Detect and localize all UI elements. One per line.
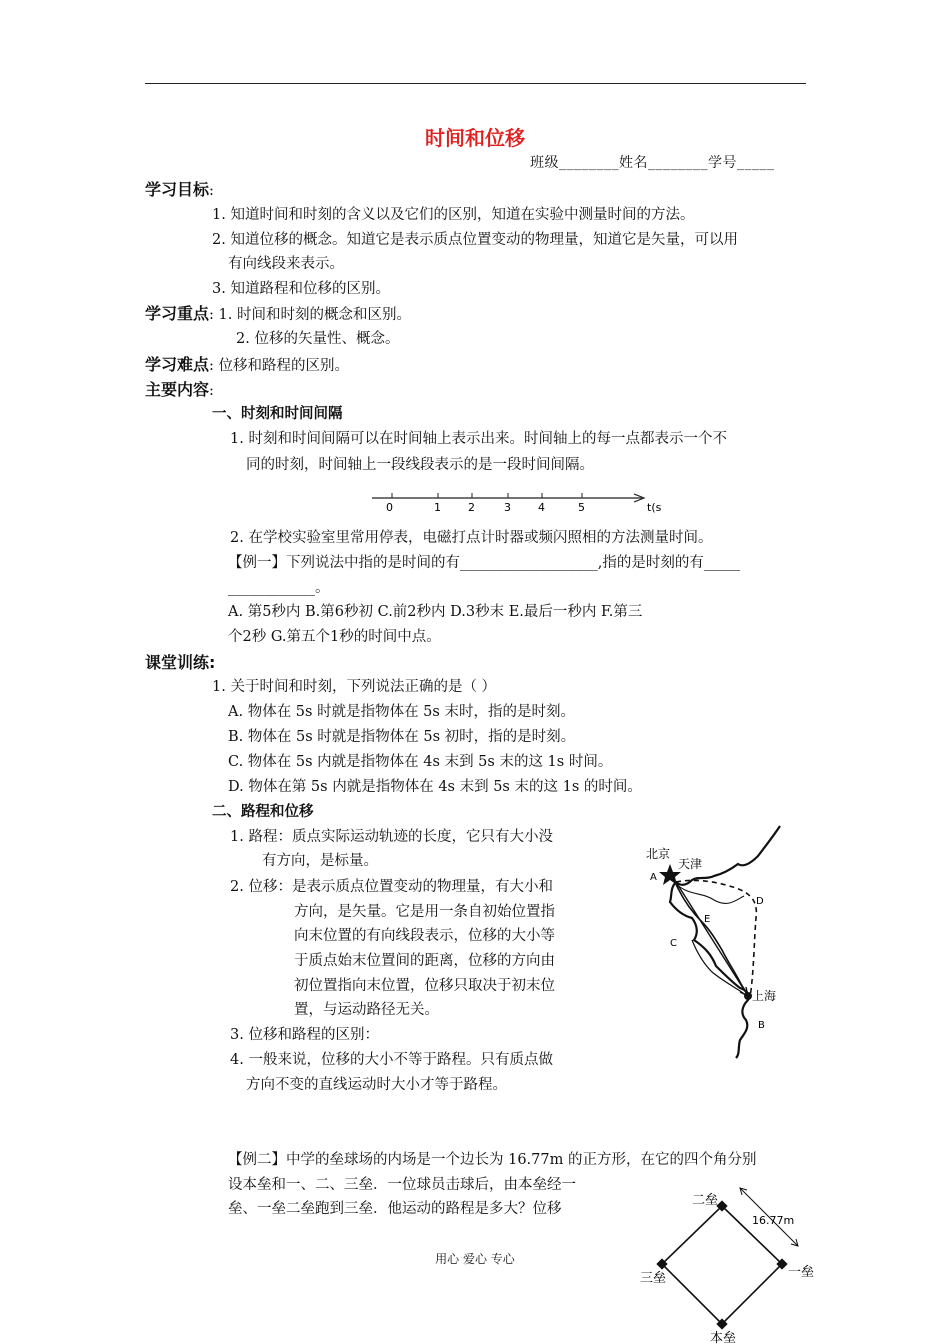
- example1-line-2: ____________。: [228, 580, 330, 596]
- difficulty-heading: 学习难点: [145, 355, 210, 374]
- practice-option-a: A. 物体在 5s 时就是指物体在 5s 末时，指的是时刻。: [228, 704, 575, 720]
- label-base-1: 一垒: [788, 1265, 815, 1280]
- timeline-diagram: [368, 486, 668, 516]
- example1-options-1: A. 第5秒内 B.第6秒初 C.前2秒内 D.3秒末 E.最后一秒内 F.第三: [228, 604, 643, 620]
- section1-heading: 一、时刻和时间间隔: [212, 406, 343, 422]
- goal-item-2: 2. 知道位移的概念。知道它是表示质点位置变动的物理量，知道它是矢量，可以用: [212, 232, 738, 248]
- class-name-line: 班级________姓名________学号_____: [530, 155, 775, 171]
- goals-heading-row: 学习目标:: [145, 180, 214, 199]
- label-base-2: 二垒: [692, 1193, 719, 1208]
- practice-option-c: C. 物体在 5s 内就是指物体在 4s 末到 5s 末的这 1s 时间。: [228, 754, 613, 770]
- difficulty-row: 学习难点: 位移和路程的区别。: [145, 355, 350, 374]
- s2-line-3: 2. 位移：是表示质点位置变动的物理量，有大小和: [230, 879, 553, 895]
- label-a: A: [650, 872, 657, 883]
- label-home: 本垒: [710, 1331, 737, 1344]
- page-footer: 用心 爱心 专心: [435, 1252, 515, 1266]
- s1-paragraph-2: 2. 在学校实验室里常用停表，电磁打点计时器或频闪照相的方法测量时间。: [230, 530, 713, 546]
- tick-label-3: 3: [504, 501, 511, 514]
- s2-line-5: 向末位置的有向线段表示，位移的大小等: [294, 928, 555, 944]
- header-rule: [145, 83, 806, 84]
- axis-label: t(s: [647, 501, 662, 514]
- s2-line-2: 有方向，是标量。: [262, 853, 378, 869]
- example2-line-2: 设本垒和一、二、三垒．一位球员击球后，由本垒经一: [228, 1177, 576, 1193]
- tick-label-1: 1: [434, 501, 441, 514]
- label-shanghai: 上海: [752, 989, 777, 1003]
- tick-label-5: 5: [578, 501, 585, 514]
- s2-line-6: 于质点始末位置间的距离，位移的方向由: [294, 953, 555, 969]
- goal-item-1: 1. 知道时间和时刻的含义以及它们的区别，知道在实验中测量时间的方法。: [212, 207, 695, 223]
- label-b: B: [758, 1020, 765, 1031]
- key-item-2: 2. 位移的矢量性、概念。: [236, 331, 400, 347]
- s2-line-9: 3. 位移和路程的区别：: [230, 1027, 379, 1043]
- s1-paragraph-1a: 1. 时刻和时间间隔可以在时间轴上表示出来。时间轴上的每一点都表示一个不: [230, 431, 727, 447]
- china-coast-map: [640, 822, 800, 1062]
- goals-heading: 学习目标: [145, 180, 210, 199]
- tick-label-4: 4: [538, 501, 545, 514]
- label-e: E: [704, 914, 711, 925]
- key-heading: 学习重点: [145, 304, 210, 323]
- example1-line-1: 【例一】下列说法中指的是时间的有___________________,指的是时刻的有_____: [228, 555, 741, 571]
- tick-label-2: 2: [468, 501, 475, 514]
- tick-label-0: 0: [386, 501, 393, 514]
- section2-heading: 二、路程和位移: [212, 804, 314, 820]
- practice-option-b: B. 物体在 5s 时就是指物体在 5s 初时，指的是时刻。: [228, 729, 576, 745]
- practice-q1: 1. 关于时间和时刻，下列说法正确的是（ ）: [212, 679, 497, 695]
- shanghai-dot: [744, 992, 752, 1000]
- label-base-3: 三垒: [640, 1271, 667, 1286]
- practice-heading: 课堂训练:: [145, 653, 216, 672]
- example2-line-3: 垒、一垒二垒跑到三垒．他运动的路程是多大？位移: [228, 1201, 562, 1217]
- label-beijing: 北京: [646, 847, 671, 861]
- s2-line-4: 方向，是矢量。它是用一条自初始位置指: [294, 904, 555, 920]
- s2-line-7: 初位置指向末位置，位移只取决于初末位: [294, 978, 555, 994]
- label-side-length: 16.77m: [752, 1214, 795, 1227]
- s1-paragraph-1b: 同的时刻，时间轴上一段线段表示的是一段时间间隔。: [246, 457, 594, 473]
- label-d: D: [756, 896, 764, 907]
- s2-line-11: 方向不变的直线运动时大小才等于路程。: [246, 1077, 507, 1093]
- example1-options-2: 个2秒 G.第五个1秒的时间中点。: [228, 629, 441, 645]
- s2-line-10: 4. 一般来说，位移的大小不等于路程。只有质点做: [230, 1052, 553, 1068]
- page-title: 时间和位移: [425, 126, 525, 150]
- practice-option-d: D. 物体在第 5s 内就是指物体在 4s 末到 5s 末的这 1s 的时间。: [228, 779, 642, 795]
- goal-item-2-cont: 有向线段来表示。: [228, 256, 344, 272]
- content-heading: 主要内容: [145, 380, 210, 399]
- s2-line-1: 1. 路程：质点实际运动轨迹的长度，它只有大小没: [230, 829, 553, 845]
- key-row: 学习重点: 1. 时间和时刻的概念和区别。: [145, 304, 411, 323]
- goal-item-3: 3. 知道路程和位移的区别。: [212, 281, 390, 297]
- s2-line-8: 置，与运动路径无关。: [294, 1002, 439, 1018]
- label-c: C: [670, 938, 677, 949]
- content-heading-row: 主要内容:: [145, 380, 214, 399]
- example2-line-1: 【例二】中学的垒球场的内场是一个边长为 16.77m 的正方形，在它的四个角分别: [228, 1152, 757, 1168]
- label-tianjin: 天津: [678, 857, 703, 871]
